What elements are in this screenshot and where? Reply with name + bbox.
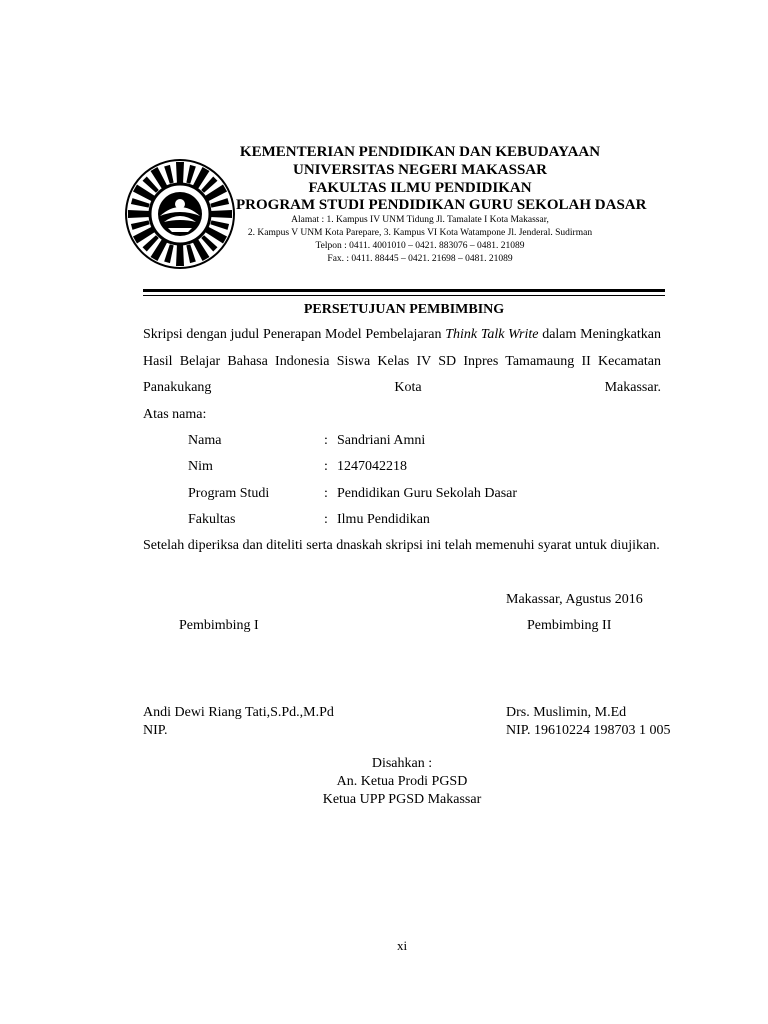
detail-colon: : (324, 512, 328, 527)
signatory-name-right: Drs. Muslimin, M.Ed (506, 705, 627, 720)
model-name: Think Talk Write (445, 327, 539, 342)
header-fax: Fax. : 0411. 88445 – 0421. 21698 – 0481. 21089 (327, 254, 513, 264)
detail-value: Ilmu Pendidikan (337, 512, 430, 527)
detail-value: Sandriani Amni (337, 433, 426, 448)
header-program: PROGRAM STUDI PENDIDIKAN GURU SEKOLAH DASAR (236, 197, 647, 213)
detail-label: Program Studi (188, 486, 270, 501)
place-date: Makassar, Agustus 2016 (506, 592, 643, 607)
approval-line-2: An. Ketua Prodi PGSD (336, 774, 468, 789)
header-university: UNIVERSITAS NEGERI MAKASSAR (293, 162, 547, 178)
document-title: PERSETUJUAN PEMBIMBING (303, 302, 505, 317)
intro-text-start: Skripsi dengan judul Penerapan Model Pembelajaran (143, 327, 446, 342)
header-divider-thin (143, 295, 665, 296)
unm-emblem-icon (124, 158, 236, 270)
signatory-role-left: Pembimbing I (179, 618, 259, 633)
detail-label: Nama (188, 433, 222, 448)
header-ministry: KEMENTERIAN PENDIDIKAN DAN KEBUDAYAAN (239, 144, 601, 160)
detail-colon: : (324, 459, 328, 474)
approval-line-3: Ketua UPP PGSD Makassar (322, 792, 482, 807)
page-number: xi (396, 938, 408, 953)
university-logo (124, 158, 236, 270)
header-divider-thick (143, 289, 665, 292)
statement-paragraph: Setelah diperiksa dan diteliti serta dnaskah skripsi ini telah memenuhi syarat untuk diujikan. (143, 538, 660, 553)
detail-colon: : (324, 433, 328, 448)
header-address-2: 2. Kampus V UNM Kota Parepare, 3. Kampus VI Kota Watampone Jl. Jenderal. Sudirman (247, 228, 593, 238)
signatory-name-left: Andi Dewi Riang Tati,S.Pd.,M.Pd (143, 705, 334, 720)
detail-value: 1247042218 (337, 459, 407, 474)
header-address-1: Alamat : 1. Kampus IV UNM Tidung Jl. Tamalate I Kota Makassar, (291, 215, 549, 225)
detail-colon: : (324, 486, 328, 501)
atas-nama-label: Atas nama: (143, 407, 207, 422)
approval-line-1: Disahkan : (371, 756, 433, 771)
header-phone: Telpon : 0411. 4001010 – 0421. 883076 – 0481. 21089 (315, 241, 525, 251)
detail-label: Fakultas (188, 512, 236, 527)
intro-paragraph (143, 322, 661, 402)
signatory-nip-left: NIP. (143, 723, 168, 738)
intro-text-end: dalam Meningkatkan Hasil Belajar Bahasa Indonesia Siswa Kelas IV SD Inpres Tamamaung II Kecamatan Panakukang Kota Makassar. (143, 327, 661, 395)
detail-label: Nim (188, 459, 213, 474)
detail-value: Pendidikan Guru Sekolah Dasar (337, 486, 518, 501)
signatory-nip-right: NIP. 19610224 198703 1 005 (506, 723, 671, 738)
header-faculty: FAKULTAS ILMU PENDIDIKAN (308, 180, 532, 196)
signatory-role-right: Pembimbing II (527, 618, 612, 633)
